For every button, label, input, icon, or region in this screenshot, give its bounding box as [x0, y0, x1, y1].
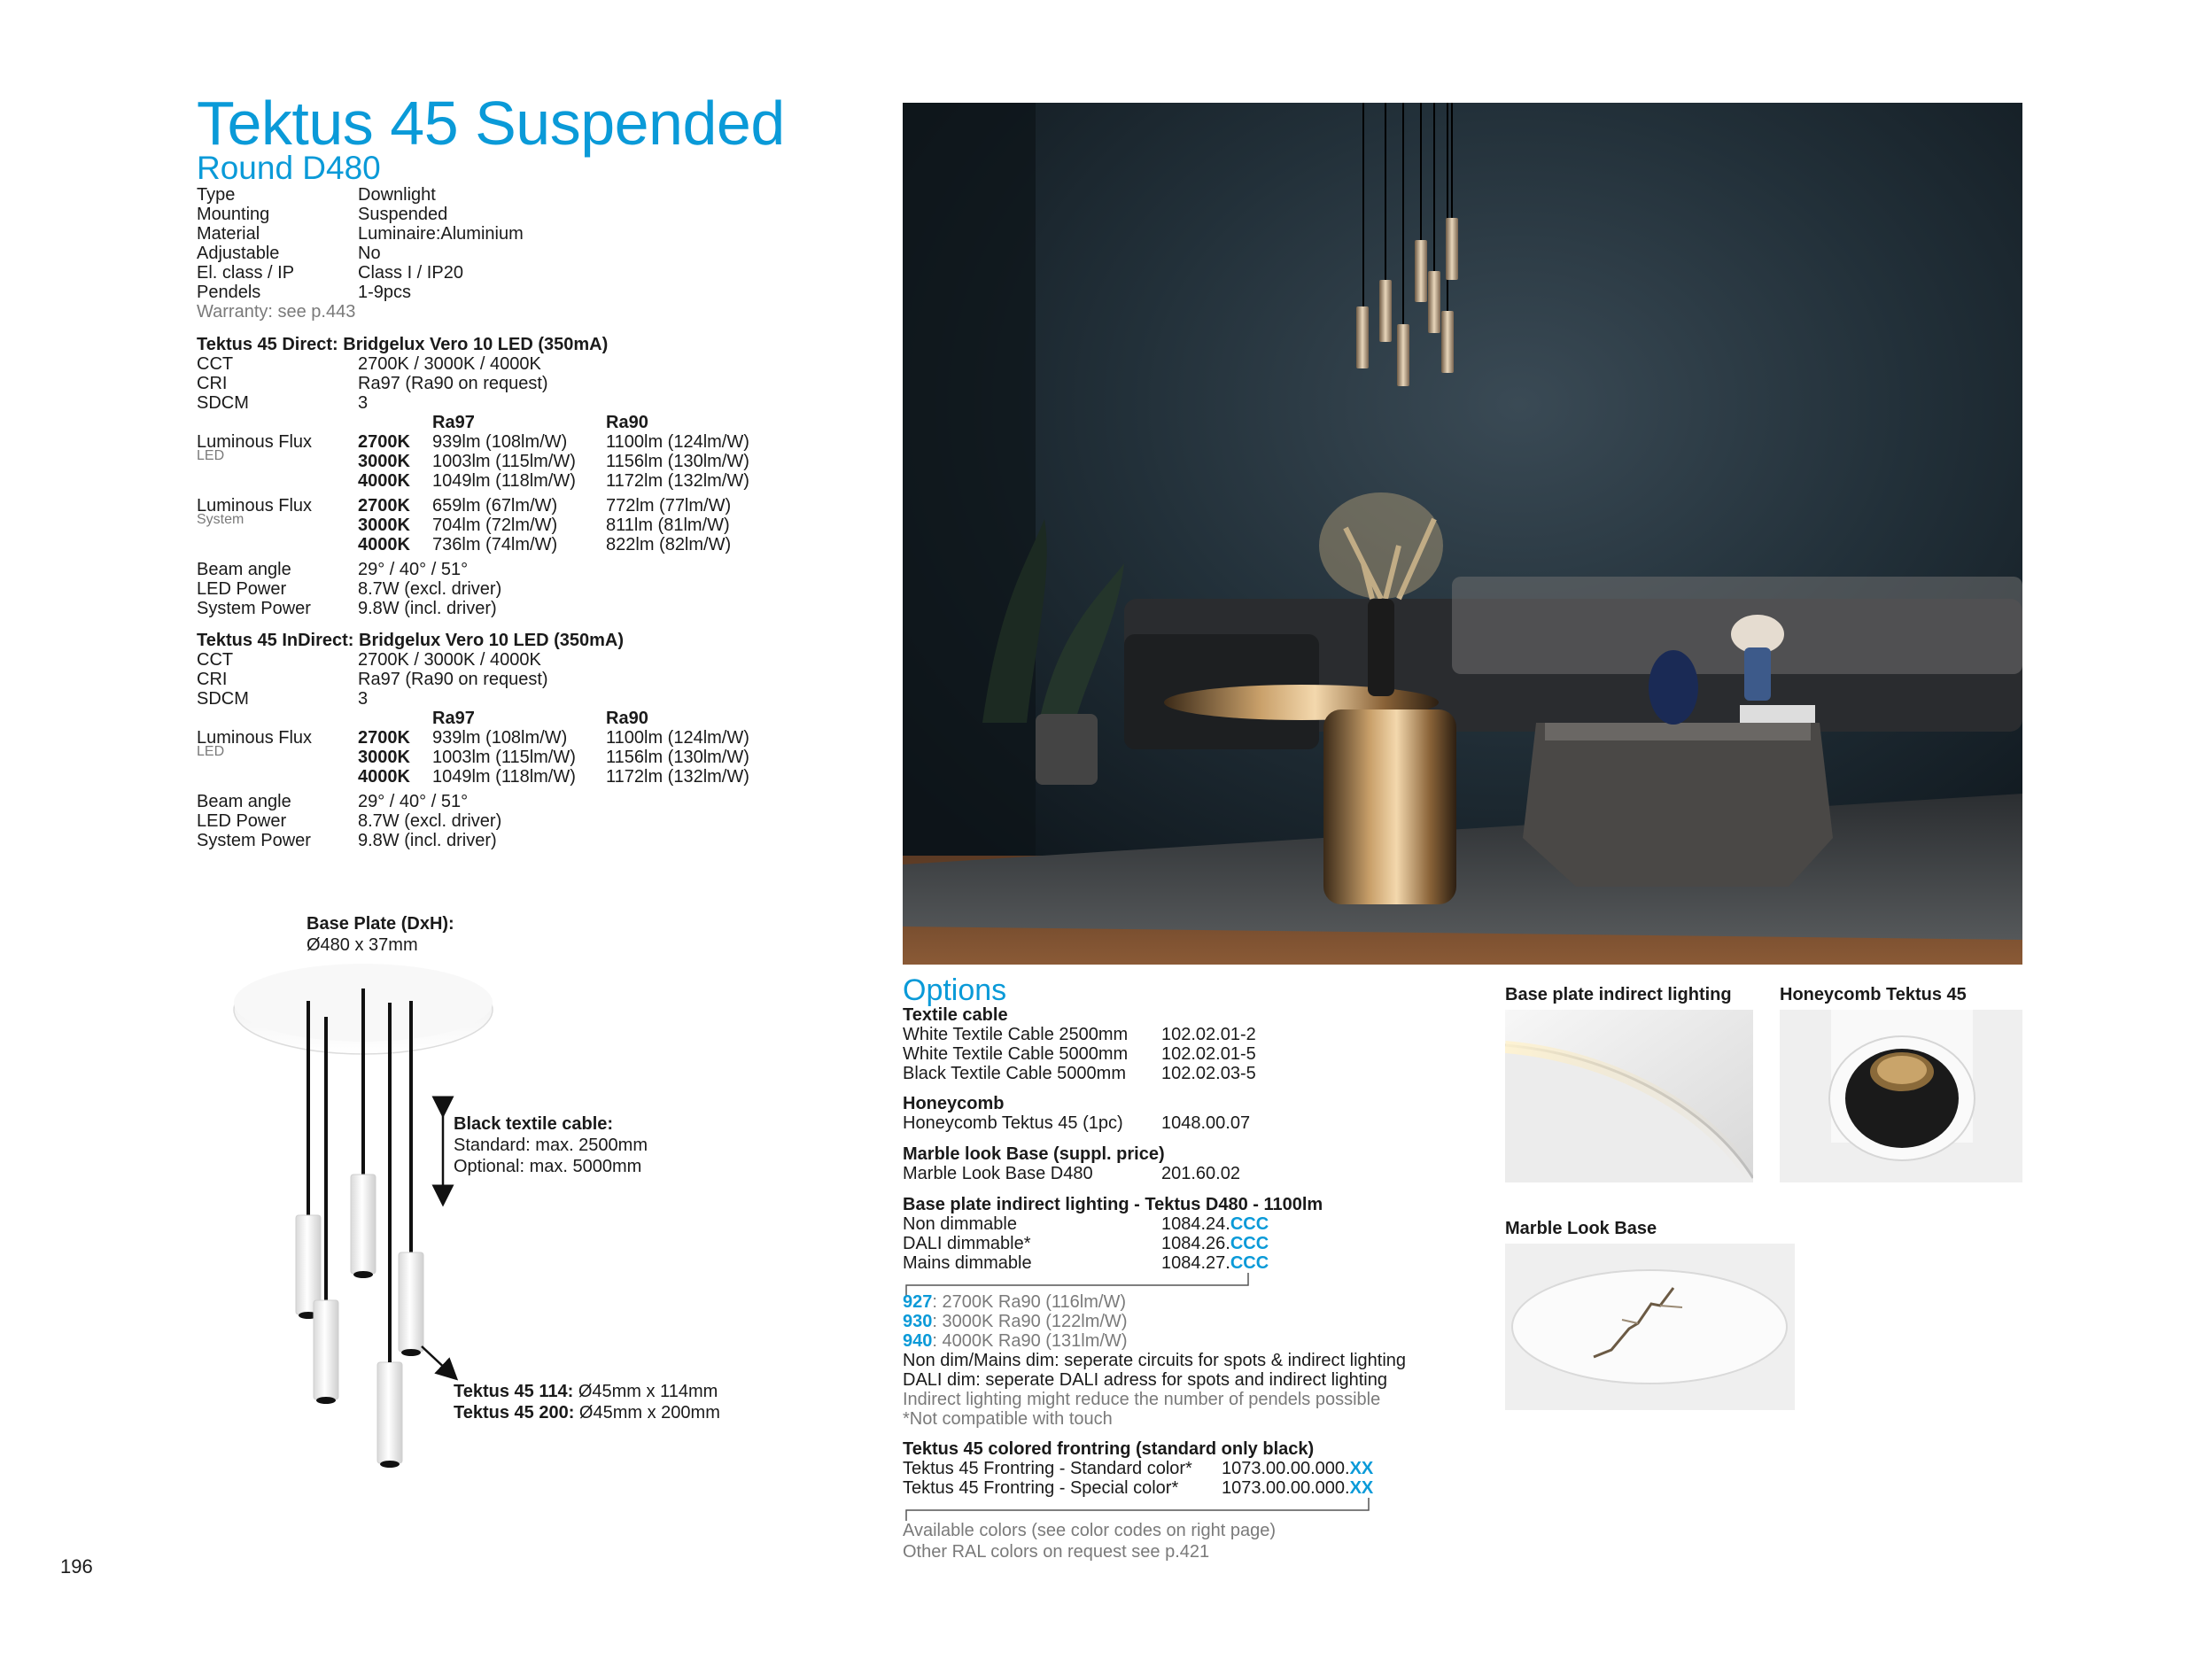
option-name: Mains dimmable [903, 1253, 1032, 1273]
flux-ra90: 1100lm (124lm/W) [606, 432, 749, 452]
option-name: Honeycomb Tektus 45 (1pc) [903, 1113, 1123, 1133]
direct-section [197, 335, 817, 627]
option-code: 102.02.03-5 [1161, 1064, 1256, 1083]
frontring-heading: Tektus 45 colored frontring (standard only black) [903, 1439, 1315, 1459]
sdcm-label: SDCM [197, 689, 249, 709]
spec-label: Adjustable [197, 244, 280, 263]
flux-cct: 4000K [358, 535, 410, 554]
ledpower-label: LED Power [197, 811, 287, 831]
flux-cct: 3000K [358, 452, 410, 471]
ledpower-value: 8.7W (excl. driver) [358, 579, 502, 599]
flux-cct: 3000K [358, 516, 410, 535]
xx-suffix: XX [1349, 1459, 1374, 1478]
flux-label: Luminous Flux [197, 496, 313, 516]
ccc-code: 930 [903, 1312, 933, 1331]
spec-value: No [358, 244, 381, 263]
page-number: 196 [60, 1555, 93, 1578]
spec-value: Luminaire:Aluminium [358, 224, 524, 244]
options-list [903, 1005, 1470, 1572]
option-code: 1073.00.00.000. [1222, 1478, 1350, 1498]
tektus-200-dim: Ø45mm x 200mm [574, 1403, 720, 1423]
flux-ra97: 1003lm (115lm/W) [432, 452, 576, 471]
flux-sub-led: LED [197, 448, 225, 463]
cable-standard: Standard: max. 2500mm [454, 1136, 648, 1155]
flux-cct: 2700K [358, 432, 410, 452]
honeycomb-image [1780, 1010, 2022, 1182]
cri-label: CRI [197, 670, 228, 689]
flux-cct: 4000K [358, 471, 410, 491]
flux-cct: 4000K [358, 767, 410, 787]
beam-label: Beam angle [197, 792, 291, 811]
note-touch: *Not compatible with touch [903, 1409, 1113, 1429]
xx-bracket [903, 1496, 1399, 1523]
marble-image [1505, 1244, 1795, 1410]
spec-label: Pendels [197, 283, 261, 302]
tektus-114-line [454, 1382, 718, 1401]
spec-label: Mounting [197, 205, 270, 224]
textile-heading: Textile cable [903, 1005, 1008, 1025]
ccc-suffix: CCC [1230, 1234, 1269, 1253]
options-heading: Options [903, 973, 1007, 1007]
cri-label: CRI [197, 374, 228, 393]
spec-label: El. class / IP [197, 263, 295, 283]
tektus-200-label: Tektus 45 200: [454, 1403, 575, 1423]
cct-label: CCT [197, 354, 234, 374]
beam-value: 29° / 40° / 51° [358, 792, 469, 811]
option-code: 1084.26. [1161, 1234, 1230, 1253]
flux-ra90: 1156lm (130lm/W) [606, 748, 749, 767]
indirect-heading: Tektus 45 InDirect: Bridgelux Vero 10 LED (350mA) [197, 631, 625, 650]
flux-ra90: 811lm (81lm/W) [606, 516, 730, 535]
marble-heading: Marble look Base (suppl. price) [903, 1144, 1165, 1164]
beam-value: 29° / 40° / 51° [358, 560, 469, 579]
spec-value: Suspended [358, 205, 448, 224]
xx-suffix: XX [1349, 1478, 1374, 1498]
option-code: 102.02.01-5 [1161, 1044, 1256, 1064]
option-name: Non dimmable [903, 1214, 1017, 1234]
spec-value: Class I / IP20 [358, 263, 463, 283]
flux-label: Luminous Flux [197, 728, 313, 748]
note-dali: DALI dim: seperate DALI adress for spots and indirect lighting [903, 1370, 1387, 1390]
indirect-options-heading: Base plate indirect lighting - Tektus D480 - 1100lm [903, 1195, 1323, 1214]
cri-value: Ra97 (Ra90 on request) [358, 374, 548, 393]
option-code: 1084.24. [1161, 1214, 1230, 1234]
baseplate-caption: Base plate indirect lighting [1505, 985, 1732, 1004]
flux-ra97: 659lm (67lm/W) [432, 496, 558, 516]
sdcm-value: 3 [358, 689, 369, 709]
syspower-label: System Power [197, 831, 311, 850]
ccc-code: 927 [903, 1292, 933, 1312]
syspower-value: 9.8W (incl. driver) [358, 599, 497, 618]
marble-caption: Marble Look Base [1505, 1219, 1657, 1238]
option-name: Tektus 45 Frontring - Standard color* [903, 1459, 1192, 1478]
spec-value: 1-9pcs [358, 283, 412, 302]
cct-label: CCT [197, 650, 234, 670]
note-nondim: Non dim/Mains dim: seperate circuits for spots & indirect lighting [903, 1351, 1407, 1370]
flux-ra90: 822lm (82lm/W) [606, 535, 732, 554]
flux-label: Luminous Flux [197, 432, 313, 452]
direct-heading: Tektus 45 Direct: Bridgelux Vero 10 LED (350mA) [197, 335, 609, 354]
ledpower-value: 8.7W (excl. driver) [358, 811, 502, 831]
tektus-114-dim: Ø45mm x 114mm [573, 1382, 718, 1401]
baseplate-dimension: Ø480 x 37mm [307, 935, 418, 955]
ledpower-label: LED Power [197, 579, 287, 599]
flux-ra97: 704lm (72lm/W) [432, 516, 558, 535]
marble-thumbnail [1505, 1244, 1795, 1410]
technical-drawing [213, 903, 780, 1488]
sdcm-label: SDCM [197, 393, 249, 413]
honeycomb-heading: Honeycomb [903, 1094, 1005, 1113]
flux-ra90: 772lm (77lm/W) [606, 496, 732, 516]
room-photo-drawing [903, 103, 2022, 965]
option-name: Black Textile Cable 5000mm [903, 1064, 1126, 1083]
spec-label: Type [197, 185, 236, 205]
ral-colors-note: Other RAL colors on request see p.421 [903, 1542, 1210, 1562]
flux-ra90: 1100lm (124lm/W) [606, 728, 749, 748]
flux-ra97: 1049lm (118lm/W) [432, 767, 576, 787]
ccc-desc: : 2700K Ra90 (116lm/W) [932, 1292, 1126, 1312]
baseplate-image [1505, 1010, 1753, 1182]
flux-ra97: 1049lm (118lm/W) [432, 471, 576, 491]
option-name: Marble Look Base D480 [903, 1164, 1093, 1183]
ccc-suffix: CCC [1230, 1214, 1269, 1234]
col-header-ra90: Ra90 [606, 413, 648, 432]
flux-cct: 2700K [358, 728, 410, 748]
note-reduce: Indirect lighting might reduce the number of pendels possible [903, 1390, 1381, 1409]
flux-ra90: 1172lm (132lm/W) [606, 767, 749, 787]
ccc-desc: : 3000K Ra90 (122lm/W) [932, 1312, 1128, 1331]
option-code: 1048.00.07 [1161, 1113, 1251, 1133]
col-header-ra97: Ra97 [432, 709, 475, 728]
option-code: 102.02.01-2 [1161, 1025, 1256, 1044]
flux-ra90: 1172lm (132lm/W) [606, 471, 749, 491]
cable-optional: Optional: max. 5000mm [454, 1157, 642, 1176]
spec-label: Material [197, 224, 260, 244]
honeycomb-thumbnail [1780, 1010, 2022, 1182]
flux-ra97: 736lm (74lm/W) [432, 535, 558, 554]
flux-ra97: 1003lm (115lm/W) [432, 748, 576, 767]
col-header-ra90: Ra90 [606, 709, 648, 728]
option-name: Tektus 45 Frontring - Special color* [903, 1478, 1179, 1498]
available-colors-note: Available colors (see color codes on right page) [903, 1521, 1276, 1540]
honeycomb-caption: Honeycomb Tektus 45 [1780, 985, 1967, 1004]
flux-sub-led: LED [197, 744, 225, 759]
baseplate-thumbnail [1505, 1010, 1753, 1182]
option-name: White Textile Cable 2500mm [903, 1025, 1129, 1044]
flux-ra97: 939lm (108lm/W) [432, 432, 568, 452]
warranty-note: Warranty: see p.443 [197, 302, 356, 322]
syspower-label: System Power [197, 599, 311, 618]
flux-ra97: 939lm (108lm/W) [432, 728, 568, 748]
syspower-value: 9.8W (incl. driver) [358, 831, 497, 850]
ccc-code: 940 [903, 1331, 933, 1351]
cct-value: 2700K / 3000K / 4000K [358, 650, 541, 670]
beam-label: Beam angle [197, 560, 291, 579]
ccc-desc: : 4000K Ra90 (131lm/W) [932, 1331, 1128, 1351]
spec-list [197, 185, 728, 327]
ccc-suffix: CCC [1230, 1253, 1269, 1273]
cct-value: 2700K / 3000K / 4000K [358, 354, 541, 374]
tektus-200-line [454, 1403, 720, 1423]
spec-value: Downlight [358, 185, 436, 205]
flux-cct: 3000K [358, 748, 410, 767]
option-code: 1073.00.00.000. [1222, 1459, 1350, 1478]
option-code: 201.60.02 [1161, 1164, 1240, 1183]
cri-value: Ra97 (Ra90 on request) [358, 670, 548, 689]
option-code: 1084.27. [1161, 1253, 1230, 1273]
cable-title: Black textile cable: [454, 1114, 614, 1134]
sdcm-value: 3 [358, 393, 369, 413]
tektus-114-label: Tektus 45 114: [454, 1382, 574, 1401]
option-name: DALI dimmable* [903, 1234, 1031, 1253]
room-photo [903, 103, 2022, 965]
flux-sub-system: System [197, 512, 244, 527]
baseplate-title: Base Plate (DxH): [307, 914, 454, 934]
col-header-ra97: Ra97 [432, 413, 475, 432]
flux-ra90: 1156lm (130lm/W) [606, 452, 749, 471]
page-title: Tektus 45 Suspended [197, 89, 785, 158]
page-subtitle: Round D480 [197, 150, 381, 186]
indirect-section [197, 631, 817, 861]
option-name: White Textile Cable 5000mm [903, 1044, 1129, 1064]
flux-cct: 2700K [358, 496, 410, 516]
